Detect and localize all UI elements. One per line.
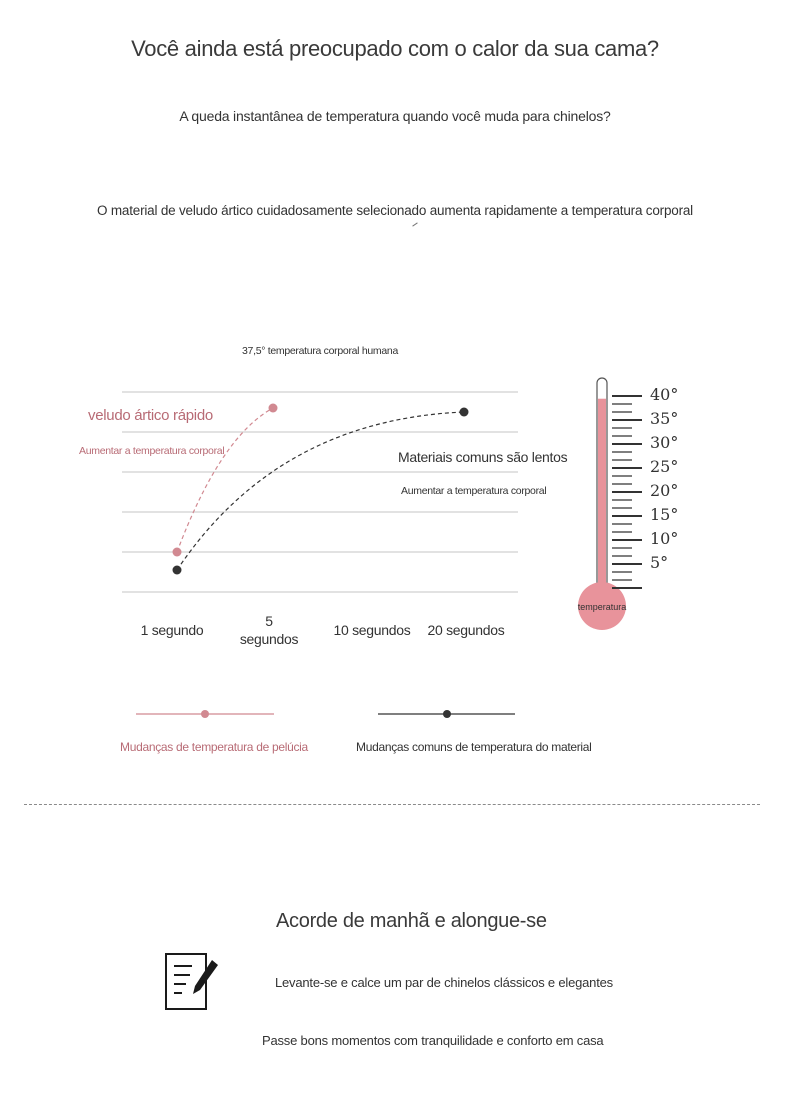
chart-legend: [136, 710, 515, 718]
thermo-label: 5°: [650, 553, 669, 572]
thermo-label: 20°: [650, 481, 679, 500]
document-edit-icon: [160, 950, 224, 1014]
thermometer: [570, 370, 700, 640]
thermo-label: 15°: [650, 505, 679, 524]
series-2-title: Materiais comuns são lentos: [398, 449, 568, 465]
thermo-label: 25°: [650, 457, 679, 476]
section-title: Acorde de manhã e alongue-se: [276, 910, 547, 932]
x-tick-label: 1 segundo: [140, 622, 204, 638]
thermo-label: 10°: [650, 529, 679, 548]
series-2-subtitle: Aumentar a temperatura corporal: [401, 485, 547, 497]
data-point: [173, 548, 182, 557]
x-tick-label: 20 segundos: [427, 622, 505, 638]
thermometer-scale: [612, 396, 642, 588]
x-tick-label: 10 segundos: [333, 622, 411, 638]
page-title: Você ainda está preocupado com o calor da sua cama?: [131, 36, 659, 61]
data-point: [173, 566, 182, 575]
series-line: [177, 408, 273, 552]
legend-label-common: Mudanças comuns de temperatura do material: [356, 740, 592, 754]
x-tick-label: 5 segundos: [239, 613, 299, 647]
chart-annotation: 37,5° temperatura corporal humana: [242, 345, 398, 357]
thermo-label: 35°: [650, 409, 679, 428]
section-line-2: Passe bons momentos com tranquilidade e conforto em casa: [262, 1033, 604, 1048]
series-1-title: veludo ártico rápido: [88, 407, 213, 424]
legend-label-plush: Mudanças de temperatura de pelúcia: [120, 740, 308, 754]
section-line-1: Levante-se e calce um par de chinelos clássicos e elegantes: [275, 975, 613, 990]
data-point: [460, 408, 469, 417]
legend-marker: [201, 710, 209, 718]
thermometer-bulb-label: temperatura: [577, 602, 627, 612]
thermo-label: 30°: [650, 433, 679, 452]
page-description: O material de veludo ártico cuidadosamente selecionado aumenta rapidamente a temperatura corporal: [97, 203, 693, 218]
thermometer-level: [598, 399, 606, 588]
data-point: [269, 404, 278, 413]
page-subtitle: A queda instantânea de temperatura quando você muda para chinelos?: [179, 108, 611, 124]
legend-marker: [443, 710, 451, 718]
section-divider: [24, 804, 760, 805]
series-1-subtitle: Aumentar a temperatura corporal: [79, 445, 225, 457]
thermo-label: 40°: [650, 385, 679, 404]
